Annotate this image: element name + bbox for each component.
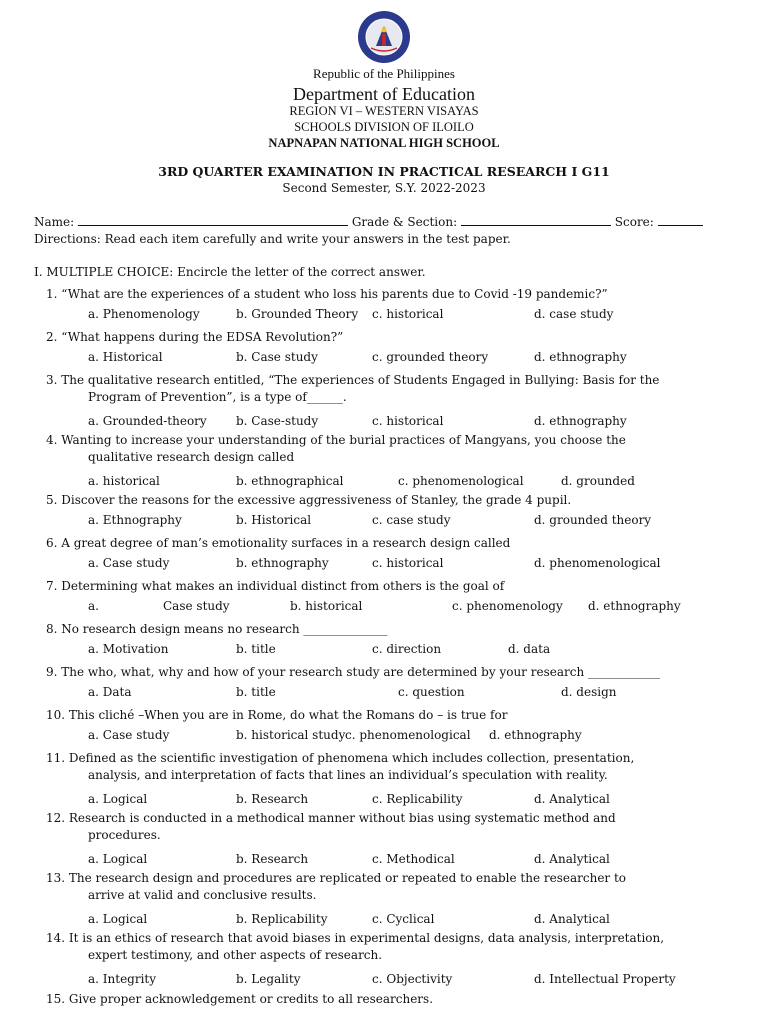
student-info-line [34, 213, 703, 230]
answer-option[interactable]: c. grounded theory [372, 350, 489, 364]
question-text-continued: arrive at valid and conclusive results. [88, 888, 317, 902]
republic-line: Republic of the Philippines [313, 66, 455, 81]
question-11 [46, 750, 634, 784]
answer-option[interactable]: a. Logical [88, 792, 148, 806]
answer-option[interactable]: c. phenomenology [452, 599, 563, 613]
answer-option[interactable]: a. Phenomenology [88, 307, 200, 321]
school-line: NAPNAPAN NATIONAL HIGH SCHOOL [268, 136, 500, 150]
answer-option[interactable]: a. Logical [88, 912, 148, 926]
answer-option[interactable]: c. historical [372, 414, 444, 428]
question-text: 10. This cliché –When you are in Rome, do what the Romans do – is true for [46, 708, 508, 722]
name-label: Name: [34, 215, 75, 229]
question-text: 1. “What are the experiences of a student who loss his parents due to Covid -19 pandemic?” [46, 287, 608, 301]
question-text: 12. Research is conducted in a methodical manner without bias using systematic method and [46, 811, 616, 825]
question-text: 13. The research design and procedures are replicated or repeated to enable the researcher to [46, 871, 627, 885]
deped-seal-logo [357, 10, 411, 64]
answer-option[interactable]: c. historical [372, 307, 444, 321]
question-14 [46, 930, 664, 964]
question-4 [46, 432, 626, 466]
answer-option[interactable]: b. ethnographical [236, 474, 344, 488]
answer-option[interactable]: d. data [508, 642, 551, 656]
grade-label: Grade & Section: [351, 215, 458, 229]
question-text: 3. The qualitative research entitled, “The experiences of Students Engaged in Bullying: Basis for the [46, 373, 660, 387]
options-row [0, 307, 768, 323]
score-blank[interactable] [658, 213, 703, 226]
question-2 [46, 329, 343, 346]
options-row [0, 350, 768, 366]
answer-option[interactable]: b. Grounded Theory [236, 307, 359, 321]
answer-option[interactable]: d. ethnography [588, 599, 681, 613]
answer-option[interactable]: d. design [561, 685, 617, 699]
answer-option[interactable]: a. Motivation [88, 642, 169, 656]
question-text-continued: procedures. [88, 828, 161, 842]
question-6 [46, 535, 510, 552]
answer-option[interactable]: d. case study [534, 307, 614, 321]
answer-option[interactable]: a. [88, 599, 99, 613]
answer-option[interactable]: b. Research [236, 852, 309, 866]
answer-option[interactable]: a. Integrity [88, 972, 157, 986]
question-text: 5. Discover the reasons for the excessive aggressiveness of Stanley, the grade 4 pupil. [46, 493, 572, 507]
question-3 [46, 372, 659, 406]
answer-option[interactable]: c. question [398, 685, 465, 699]
answer-option[interactable]: d. Intellectual Property [534, 972, 676, 986]
answer-option[interactable]: a. Ethnography [88, 513, 182, 527]
directions-text: Directions: Read each item carefully and write your answers in the test paper. [34, 232, 511, 246]
question-9 [46, 664, 660, 681]
answer-option[interactable]: c. Objectivity [372, 972, 453, 986]
name-blank[interactable] [78, 213, 348, 226]
question-text-continued: qualitative research design called [88, 450, 295, 464]
question-text: 9. The who, what, why and how of your research study are determined by your research ____________ [46, 665, 660, 679]
options-row [0, 792, 768, 808]
question-text: 7. Determining what makes an individual distinct from others is the goal of [46, 579, 505, 593]
score-label: Score: [614, 215, 654, 229]
answer-option[interactable]: d. ethnography [489, 728, 582, 742]
answer-option[interactable]: a. Historical [88, 350, 163, 364]
answer-option[interactable]: c. historical [372, 556, 444, 570]
question-10 [46, 707, 507, 724]
answer-option[interactable]: Case study [163, 599, 230, 613]
answer-option[interactable]: b. historical [290, 599, 363, 613]
grade-section-blank[interactable] [461, 213, 611, 226]
options-row [0, 912, 768, 928]
answer-option[interactable]: a. Logical [88, 852, 148, 866]
question-text: 11. Defined as the scientific investigation of phenomena which includes collection, presentation, [46, 751, 635, 765]
options-row [0, 474, 768, 490]
answer-option[interactable]: b. Historical [236, 513, 312, 527]
answer-option[interactable]: d. ethnography [534, 414, 627, 428]
answer-option[interactable]: b. Case-study [236, 414, 319, 428]
options-row [0, 852, 768, 868]
exam-title: 3RD QUARTER EXAMINATION IN PRACTICAL RESEARCH I G11 [158, 164, 610, 179]
answer-option[interactable]: c. phenomenological [398, 474, 524, 488]
question-1 [46, 286, 608, 303]
answer-option[interactable]: a. Data [88, 685, 132, 699]
options-row [0, 972, 768, 988]
question-8 [46, 621, 387, 638]
division-line: SCHOOLS DIVISION OF ILOILO [294, 120, 474, 134]
question-text: 2. “What happens during the EDSA Revolution?” [46, 330, 344, 344]
answer-option[interactable]: b. Research [236, 792, 309, 806]
options-row [0, 728, 768, 744]
answer-option[interactable]: c. Methodical [372, 852, 455, 866]
department-title: Department of Education [293, 84, 475, 104]
question-text: 15. Give proper acknowledgement or credits to all researchers. [46, 992, 434, 1006]
question-15 [46, 991, 433, 1008]
answer-option[interactable]: d. Analytical [534, 852, 610, 866]
answer-option[interactable]: b. Legality [236, 972, 301, 986]
answer-option[interactable]: d. phenomenological [534, 556, 661, 570]
answer-option[interactable]: d. Analytical [534, 912, 610, 926]
options-row [0, 685, 768, 701]
answer-option[interactable]: c. direction [372, 642, 442, 656]
answer-option[interactable]: a. Grounded-theory [88, 414, 207, 428]
answer-option[interactable]: c. phenomenological [345, 728, 471, 742]
answer-option[interactable]: a. Case study [88, 728, 170, 742]
options-row [0, 513, 768, 529]
answer-option[interactable]: d. ethnography [534, 350, 627, 364]
answer-option[interactable]: c. Replicability [372, 792, 463, 806]
question-7 [46, 578, 504, 595]
answer-option[interactable]: d. grounded [561, 474, 635, 488]
options-row [0, 414, 768, 430]
question-13 [46, 870, 626, 904]
question-text-continued: analysis, and interpretation of facts that lines an individual’s speculation with reality. [88, 768, 608, 782]
question-text: 6. A great degree of man’s emotionality surfaces in a research design called [46, 536, 511, 550]
answer-option[interactable]: a. historical [88, 474, 160, 488]
answer-option[interactable]: b. Case study [236, 350, 318, 364]
options-row [0, 556, 768, 572]
question-text: 8. No research design means no research ______________ [46, 622, 388, 636]
semester-line: Second Semester, S.Y. 2022-2023 [282, 181, 486, 195]
question-5 [46, 492, 571, 509]
answer-option[interactable]: b. Replicability [236, 912, 328, 926]
answer-option[interactable]: a. Case study [88, 556, 170, 570]
answer-option[interactable]: b. title [236, 685, 276, 699]
answer-option[interactable]: b. ethnography [236, 556, 329, 570]
question-text-continued: Program of Prevention”, is a type of______. [88, 390, 347, 404]
question-text-continued: expert testimony, and other aspects of research. [88, 948, 383, 962]
options-row [0, 599, 768, 615]
answer-option[interactable]: c. case study [372, 513, 451, 527]
answer-option[interactable]: d. Analytical [534, 792, 610, 806]
answer-option[interactable]: b. title [236, 642, 276, 656]
region-line: REGION VI – WESTERN VISAYAS [289, 104, 479, 118]
question-text: 4. Wanting to increase your understanding of the burial practices of Mangyans, you choose the [46, 433, 626, 447]
question-12 [46, 810, 616, 844]
answer-option[interactable]: b. historical study [236, 728, 346, 742]
section-title: I. MULTIPLE CHOICE: Encircle the letter of the correct answer. [34, 265, 426, 279]
options-row [0, 642, 768, 658]
answer-option[interactable]: c. Cyclical [372, 912, 435, 926]
answer-option[interactable]: d. grounded theory [534, 513, 652, 527]
question-text: 14. It is an ethics of research that avoid biases in experimental designs, data analysis, interpretation, [46, 931, 665, 945]
